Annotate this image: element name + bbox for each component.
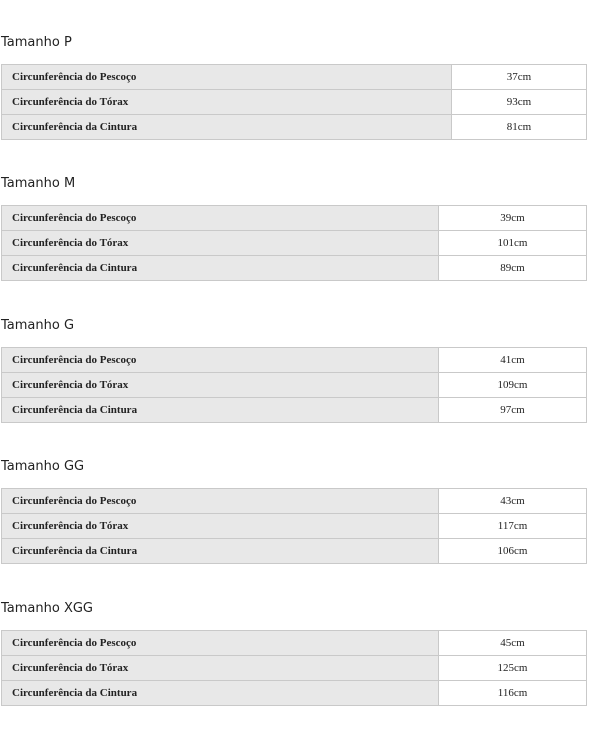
table-row bbox=[2, 206, 587, 231]
measurement-table bbox=[1, 64, 587, 140]
measurement-value: 106cm bbox=[439, 539, 587, 564]
measurement-label: Circunferência do Tórax bbox=[2, 373, 439, 398]
measurement-label: Circunferência da Cintura bbox=[2, 681, 439, 706]
table-row bbox=[2, 656, 587, 681]
table-row bbox=[2, 65, 587, 90]
measurement-table bbox=[1, 488, 587, 564]
measurement-label: Circunferência da Cintura bbox=[2, 115, 452, 140]
table-row bbox=[2, 373, 587, 398]
measurement-table bbox=[1, 630, 587, 706]
table-row bbox=[2, 514, 587, 539]
table-row bbox=[2, 90, 587, 115]
measurement-value: 89cm bbox=[439, 256, 587, 281]
measurement-value: 39cm bbox=[439, 206, 587, 231]
measurement-label: Circunferência da Cintura bbox=[2, 398, 439, 423]
measurement-label: Circunferência da Cintura bbox=[2, 256, 439, 281]
table-row bbox=[2, 681, 587, 706]
table-row bbox=[2, 489, 587, 514]
measurement-table bbox=[1, 347, 587, 423]
measurement-value: 81cm bbox=[452, 115, 587, 140]
table-row bbox=[2, 231, 587, 256]
measurement-value: 109cm bbox=[439, 373, 587, 398]
measurement-value: 97cm bbox=[439, 398, 587, 423]
size-title: Tamanho P bbox=[1, 35, 72, 50]
size-title: Tamanho GG bbox=[1, 459, 85, 474]
table-row bbox=[2, 348, 587, 373]
table-row bbox=[2, 539, 587, 564]
table-row bbox=[2, 256, 587, 281]
measurement-value: 117cm bbox=[439, 514, 587, 539]
size-title: Tamanho M bbox=[1, 176, 76, 191]
measurement-value: 37cm bbox=[452, 65, 587, 90]
table-row bbox=[2, 398, 587, 423]
measurement-value: 45cm bbox=[439, 631, 587, 656]
size-title: Tamanho XGG bbox=[1, 601, 94, 616]
measurement-label: Circunferência do Pescoço bbox=[2, 631, 439, 656]
measurement-table bbox=[1, 205, 587, 281]
measurement-label: Circunferência do Tórax bbox=[2, 231, 439, 256]
measurement-label: Circunferência do Pescoço bbox=[2, 348, 439, 373]
measurement-value: 43cm bbox=[439, 489, 587, 514]
measurement-value: 41cm bbox=[439, 348, 587, 373]
table-row bbox=[2, 115, 587, 140]
measurement-label: Circunferência do Pescoço bbox=[2, 206, 439, 231]
size-title: Tamanho G bbox=[1, 318, 75, 333]
measurement-label: Circunferência do Pescoço bbox=[2, 65, 452, 90]
table-row bbox=[2, 631, 587, 656]
measurement-label: Circunferência do Tórax bbox=[2, 656, 439, 681]
measurement-value: 101cm bbox=[439, 231, 587, 256]
measurement-value: 93cm bbox=[452, 90, 587, 115]
measurement-label: Circunferência da Cintura bbox=[2, 539, 439, 564]
measurement-label: Circunferência do Tórax bbox=[2, 90, 452, 115]
measurement-label: Circunferência do Tórax bbox=[2, 514, 439, 539]
measurement-value: 116cm bbox=[439, 681, 587, 706]
measurement-label: Circunferência do Pescoço bbox=[2, 489, 439, 514]
measurement-value: 125cm bbox=[439, 656, 587, 681]
